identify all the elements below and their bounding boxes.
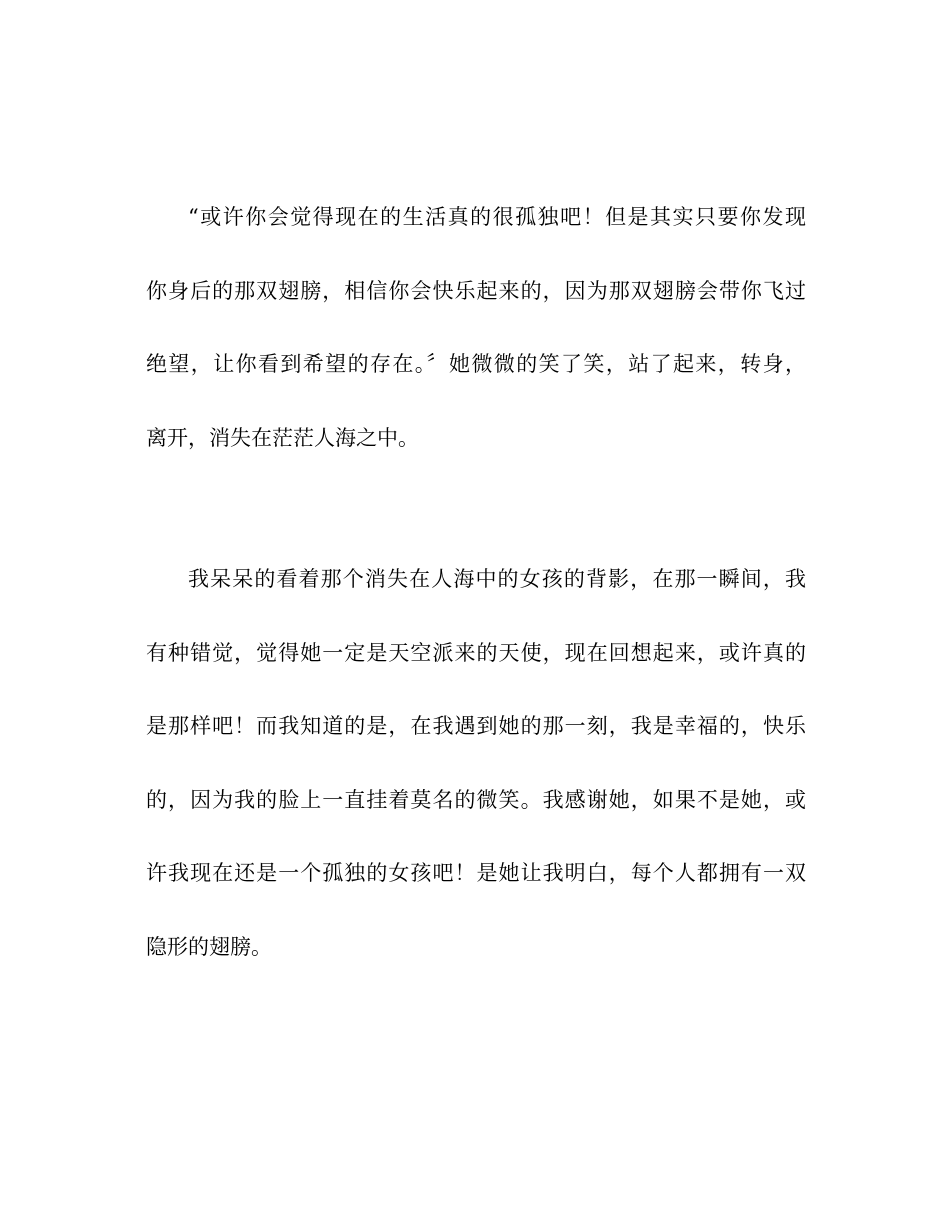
paragraph-line: 你身后的那双翅膀，相信你会快乐起来的，因为那双翅膀会带你飞过 (146, 278, 806, 303)
paragraph-2 (146, 543, 806, 984)
paragraph-line: 隐形的翅膀。 (146, 934, 272, 959)
paragraph-line: 许我现在还是一个孤独的女孩吧！是她让我明白，每个人都拥有一双 (146, 861, 806, 885)
paragraph-line: 的，因为我的脸上一直挂着莫名的微笑。我感谢她，如果不是她，或 (146, 787, 806, 812)
paragraph-line: 有种错觉，觉得她一定是天空派来的天使，现在回想起来，或许真的 (146, 640, 806, 665)
paragraph-line: 我呆呆的看着那个消失在人海中的女孩的背影，在那一瞬间，我 (188, 567, 806, 591)
paragraph-line: 离开，消失在茫茫人海之中。 (146, 425, 419, 450)
paragraph-1 (146, 181, 806, 475)
paragraph-line: “或许你会觉得现在的生活真的很孤独吧！但是其实只要你发现 (188, 205, 806, 229)
paragraph-line: 是那样吧！而我知道的是，在我遇到她的那一刻，我是幸福的，快乐 (146, 714, 806, 738)
paragraph-line: 绝望，让你看到希望的存在。〞她微微的笑了笑，站了起来，转身， (146, 352, 806, 376)
